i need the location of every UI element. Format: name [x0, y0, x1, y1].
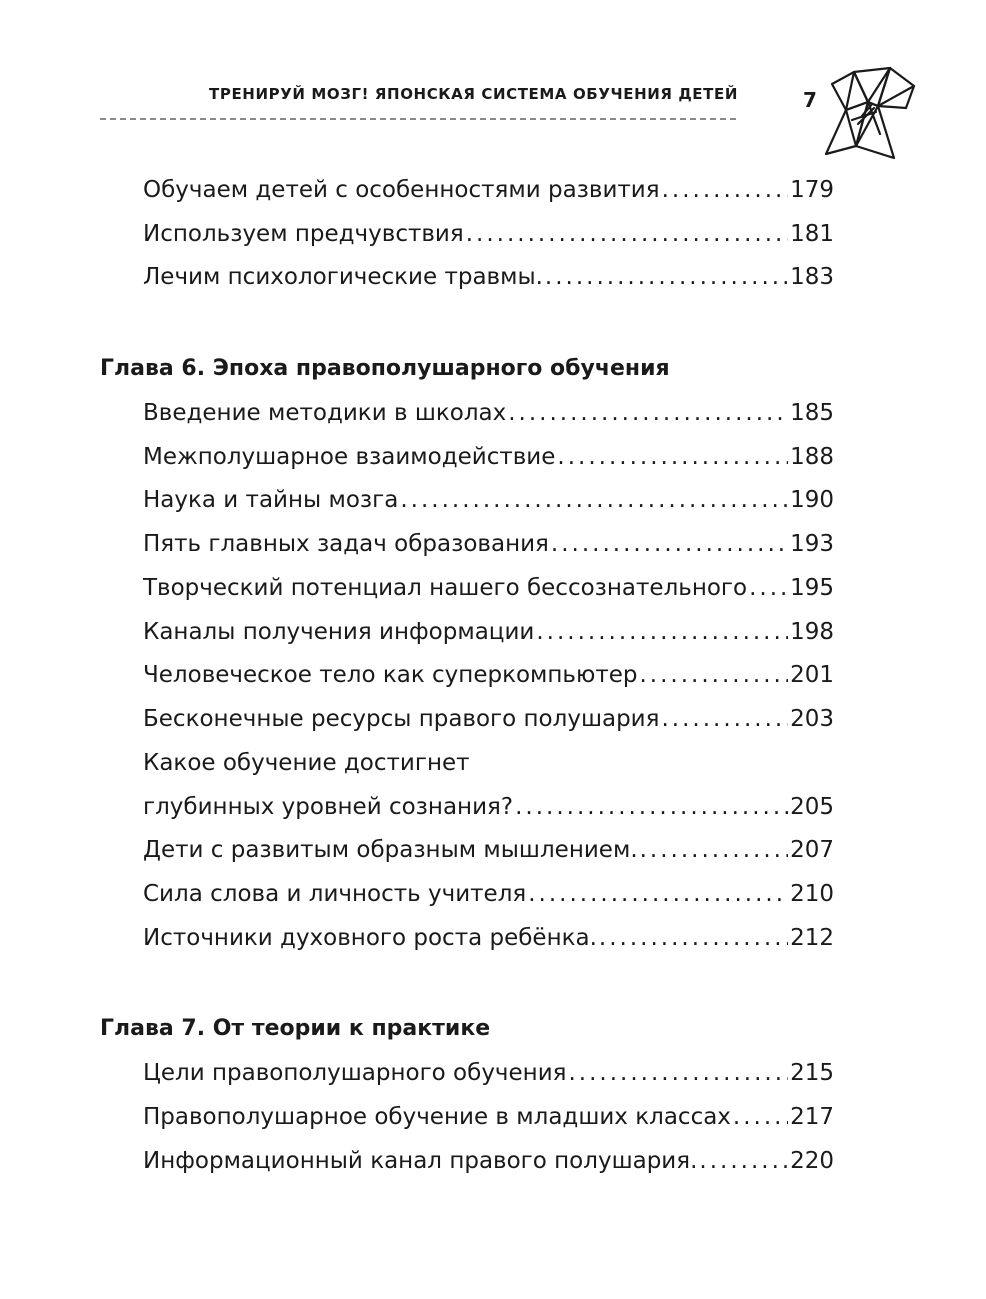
toc-leader-dots — [749, 573, 788, 603]
toc-entry-title: Сила слова и личность учителя — [143, 881, 527, 907]
toc-entry-title: Наука и тайны мозга — [143, 487, 399, 513]
running-header-title: ТРЕНИРУЙ МОЗГ! ЯПОНСКАЯ СИСТЕМА ОБУЧЕНИЯ ДЕТЕЙ — [209, 85, 738, 103]
toc-entry-page: 210 — [790, 881, 834, 907]
toc-leader-dots — [515, 792, 788, 822]
toc-leader-dots — [733, 1102, 788, 1132]
toc-entry[interactable] — [143, 529, 834, 559]
toc-leader-dots — [545, 262, 788, 292]
toc-entry-page: 201 — [790, 662, 834, 688]
toc-entry-page: 215 — [790, 1060, 834, 1086]
toc-entry[interactable] — [143, 1058, 834, 1088]
toc-entry-title: Пять главных задач образования — [143, 531, 549, 557]
chapter-heading-6[interactable]: Глава 6. Эпоха правополушарного обучения — [100, 356, 670, 381]
header-dashed-rule — [100, 118, 736, 120]
toc-entry-title: Дети с развитым образным мышлением. — [143, 837, 638, 863]
toc-entry[interactable] — [143, 1102, 834, 1132]
toc-leader-dots — [661, 704, 788, 734]
toc-entry-title: Обучаем детей с особенностями развития — [143, 177, 660, 203]
toc-entry-page: 207 — [790, 837, 834, 863]
toc-entry-page: 217 — [790, 1104, 834, 1130]
toc-leader-dots — [662, 175, 789, 205]
toc-entry-title: Межполушарное взаимодействие — [143, 444, 556, 470]
toc-entry-page: 183 — [790, 264, 834, 290]
toc-entry-title: Используем предчувствия — [143, 221, 464, 247]
toc-leader-dots — [400, 485, 788, 515]
toc-entry-title: Цели правополушарного обучения — [143, 1060, 567, 1086]
toc-entry[interactable] — [143, 704, 834, 734]
toc-entry-title-line1[interactable]: Какое обучение достигнет — [143, 750, 470, 776]
toc-entry-page: 181 — [790, 221, 834, 247]
toc-entry[interactable] — [143, 442, 834, 472]
toc-entry-page: 179 — [790, 177, 834, 203]
toc-entry[interactable] — [143, 660, 834, 690]
toc-leader-dots — [640, 660, 789, 690]
toc-entry-title: Каналы получения информации — [143, 619, 535, 645]
toc-entry-title: Информационный канал правого полушария. — [143, 1148, 698, 1174]
toc-entry-title: Творческий потенциал нашего бессознательного — [143, 575, 748, 601]
toc-entry[interactable] — [143, 573, 834, 603]
toc-entry[interactable] — [143, 1146, 834, 1176]
toc-entry-title: Источники духовного роста ребёнка. — [143, 925, 597, 951]
toc-entry-page: 193 — [790, 531, 834, 557]
toc-leader-dots — [599, 923, 788, 953]
toc-entry-page: 185 — [790, 400, 834, 426]
toc-entry-title: Введение методики в школах — [143, 400, 507, 426]
toc-entry[interactable] — [143, 262, 834, 292]
toc-entry-title-line2: глубинных уровней сознания? — [143, 794, 514, 820]
toc-entry-page: 195 — [790, 575, 834, 601]
toc-leader-dots — [508, 398, 788, 428]
toc-entry[interactable] — [143, 485, 834, 515]
toc-entry-page: 188 — [790, 444, 834, 470]
toc-entry[interactable] — [143, 175, 834, 205]
toc-leader-dots — [699, 1146, 788, 1176]
toc-entry-page: 190 — [790, 487, 834, 513]
origami-butterfly-icon — [818, 62, 930, 166]
toc-entry[interactable] — [143, 835, 834, 865]
page-number: 7 — [803, 88, 817, 112]
toc-entry[interactable] — [143, 219, 834, 249]
running-header — [100, 84, 740, 120]
toc-entry-title: Лечим психологические травмы. — [143, 264, 543, 290]
toc-leader-dots — [551, 529, 788, 559]
toc-leader-dots — [640, 835, 788, 865]
toc-entry[interactable] — [143, 879, 834, 909]
toc-leader-dots — [569, 1058, 789, 1088]
toc-entry[interactable] — [143, 617, 834, 647]
toc-entry[interactable] — [143, 923, 834, 953]
toc-entry-page: 212 — [790, 925, 834, 951]
toc-entry[interactable] — [143, 792, 834, 822]
toc-leader-dots — [536, 617, 788, 647]
toc-entry-page: 203 — [790, 706, 834, 732]
toc-entry-title: Человеческое тело как суперкомпьютер — [143, 662, 638, 688]
toc-entry-title: Бесконечные ресурсы правого полушария — [143, 706, 660, 732]
toc-leader-dots — [528, 879, 788, 909]
toc-entry-title: Правополушарное обучение в младших классах — [143, 1104, 731, 1130]
toc-leader-dots — [557, 442, 788, 472]
toc-entry-page: 220 — [790, 1148, 834, 1174]
toc-leader-dots — [466, 219, 788, 249]
chapter-heading-7[interactable]: Глава 7. От теории к практике — [100, 1016, 491, 1041]
toc-entry[interactable] — [143, 398, 834, 428]
toc-entry-page: 198 — [790, 619, 834, 645]
toc-entry-page: 205 — [790, 794, 834, 820]
